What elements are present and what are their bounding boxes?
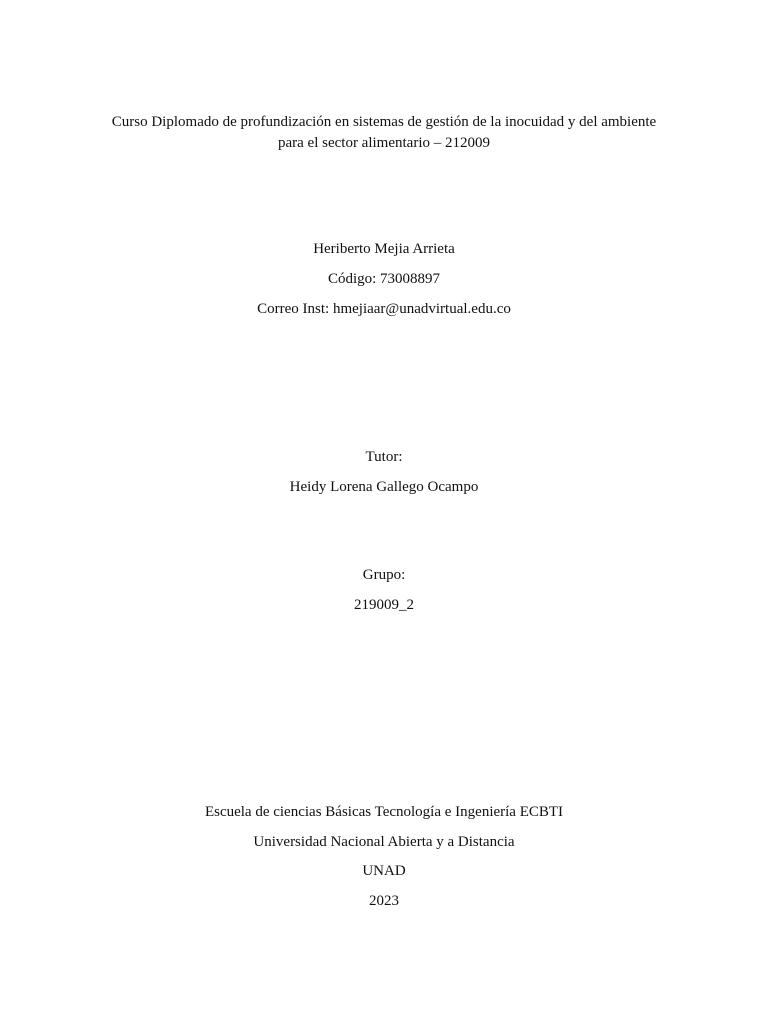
- group-label: Grupo:: [362, 567, 406, 583]
- tutor-label: Tutor:: [365, 449, 403, 465]
- course-title-line-2: para el sector alimentario – 212009: [277, 135, 490, 151]
- university-name: Universidad Nacional Abierta y a Distancia: [253, 834, 515, 850]
- group-value: 219009_2: [354, 597, 414, 613]
- document-year: 2023: [369, 893, 399, 909]
- university-acronym: UNAD: [362, 863, 406, 879]
- course-title-line-1: Curso Diplomado de profundización en sistemas de gestión de la inocuidad y del ambiente: [111, 114, 657, 130]
- tutor-name: Heidy Lorena Gallego Ocampo: [289, 479, 479, 495]
- author-name: Heriberto Mejia Arrieta: [313, 241, 455, 257]
- author-email: Correo Inst: hmejiaar@unadvirtual.edu.co: [257, 301, 511, 317]
- author-code: Código: 73008897: [327, 271, 441, 287]
- school-name: Escuela de ciencias Básicas Tecnología e Ingeniería ECBTI: [204, 804, 564, 820]
